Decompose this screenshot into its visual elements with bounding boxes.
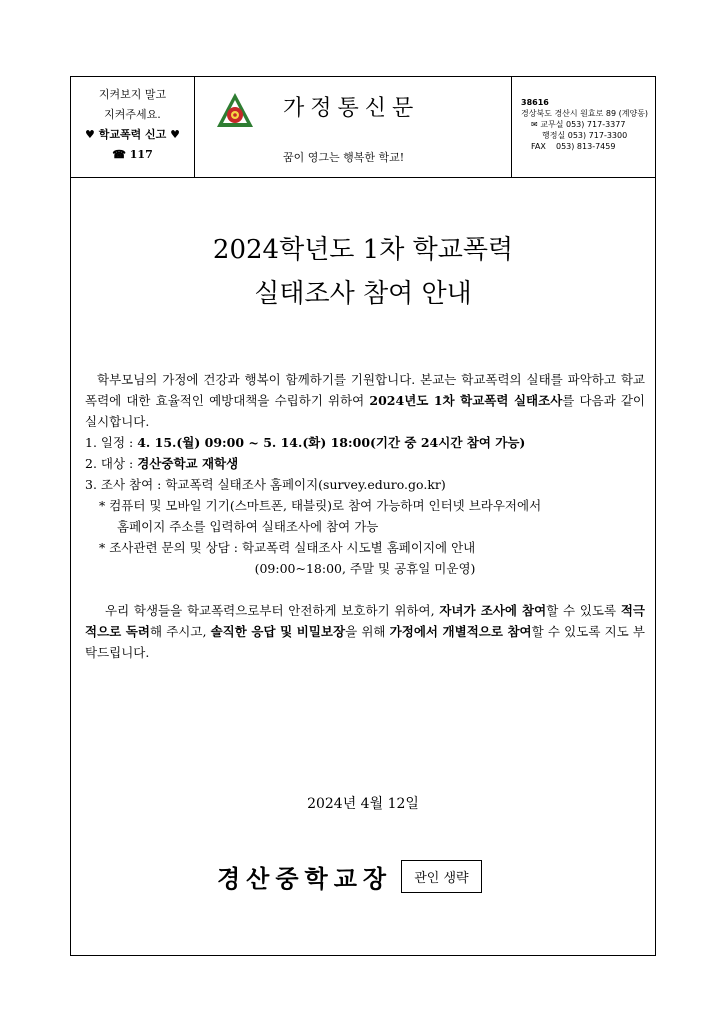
school-emblem-icon — [215, 91, 255, 131]
closing-text-2: 자녀가 조사에 참여 — [439, 603, 547, 618]
admin-phone-row — [521, 130, 655, 141]
closing-text-1: 우리 학생들을 학교폭력으로부터 안전하게 보호하기 위하여, — [105, 603, 440, 618]
intro-text-b: 2024년도 1차 학교폭력 실태조사 — [369, 393, 563, 408]
notice-page — [70, 76, 656, 956]
seal-omitted-box: 관인 생략 — [401, 860, 481, 893]
violence-report-box — [71, 77, 195, 177]
intro-text-c: 를 다음과 같이 실시합니다. — [85, 393, 645, 429]
fax-row — [521, 141, 655, 152]
issue-date: 2024년 4월 12일 — [307, 796, 419, 812]
signature-block — [217, 859, 482, 895]
intro-text-a: 학부모님의 가정에 건강과 행복이 함께하기를 기원합니다. 본교는 학교폭력의 실태를 파악하고 학교폭력에 대한 효율적인 예방대책을 수립하기 위하여 — [85, 372, 645, 408]
notice-title-line-1: 2024학년도 1차 학교폭력 — [212, 235, 514, 265]
report-line-2: 지켜주세요. — [104, 108, 161, 121]
closing-paragraph — [85, 600, 645, 663]
closing-text-4: 적극적으로 독려 — [85, 603, 645, 639]
intro-paragraph — [85, 369, 645, 432]
school-address-block — [511, 77, 655, 177]
admin-phone: 053) 717-3300 — [567, 131, 628, 140]
office-label: 교무실 — [540, 120, 564, 129]
schedule-item — [85, 432, 645, 453]
school-slogan: 꿈이 영그는 행복한 학교! — [283, 151, 405, 164]
target-value: 경산중학교 재학생 — [137, 456, 239, 471]
note-device-line-1: * 컴퓨터 및 모바일 기기(스마트폰, 태블릿)로 참여 가능하며 인터넷 브라우저에서 — [99, 498, 542, 513]
admin-label: 행정실 — [542, 131, 566, 140]
participation-item: 3. 조사 참여 : 학교폭력 실태조사 홈페이지(survey.eduro.go.kr) — [85, 477, 446, 492]
report-line-3: ♥ 학교폭력 신고 ♥ — [85, 128, 180, 141]
fax-number: 053) 813-7459 — [556, 142, 616, 151]
schedule-label: 1. 일정 : — [85, 435, 138, 450]
schedule-value: 4. 15.(월) 09:00 ~ 5. 14.(화) 18:00(기간 중 24시간 참여 가능) — [137, 435, 526, 450]
closing-text-6: 솔직한 응답 및 비밀보장 — [210, 624, 346, 639]
masthead-title: 가정통신문 — [283, 96, 420, 121]
closing-text-8: 가정에서 개별적으로 참여 — [389, 624, 532, 639]
school-address: 경상북도 경산시 원효로 89 (계양동) — [521, 109, 649, 118]
mail-icon: ✉ — [531, 120, 538, 129]
closing-text-5: 해 주시고, — [149, 624, 211, 639]
zip-code: 38616 — [521, 98, 549, 107]
office-phone: 053) 717-3377 — [565, 120, 626, 129]
target-label: 2. 대상 : — [85, 456, 138, 471]
fax-label: FAX — [531, 142, 546, 151]
note-inquiry: * 조사관련 문의 및 상담 : 학교폭력 실태조사 시도별 홈페이지에 안내 — [99, 540, 476, 555]
target-item — [85, 453, 645, 474]
closing-text-3: 할 수 있도록 — [546, 603, 621, 618]
note-device-line-2: 홈페이지 주소를 입력하여 실태조사에 참여 가능 — [117, 519, 379, 534]
office-phone-row — [521, 119, 655, 130]
closing-text-7: 을 위해 — [345, 624, 390, 639]
report-line-1: 지켜보지 말고 — [98, 88, 167, 101]
letter-header — [71, 77, 655, 178]
notice-title-line-2: 실태조사 참여 안내 — [254, 279, 472, 309]
closing-text-9: 할 수 있도록 지도 부탁드립니다. — [85, 624, 645, 660]
report-line-4: ☎ 117 — [112, 148, 153, 161]
principal-title: 경산중학교장 — [217, 864, 393, 893]
notice-body — [85, 369, 645, 663]
masthead-area — [195, 77, 511, 177]
note-inquiry-hours: (09:00~18:00, 주말 및 공휴일 미운영) — [254, 561, 476, 576]
